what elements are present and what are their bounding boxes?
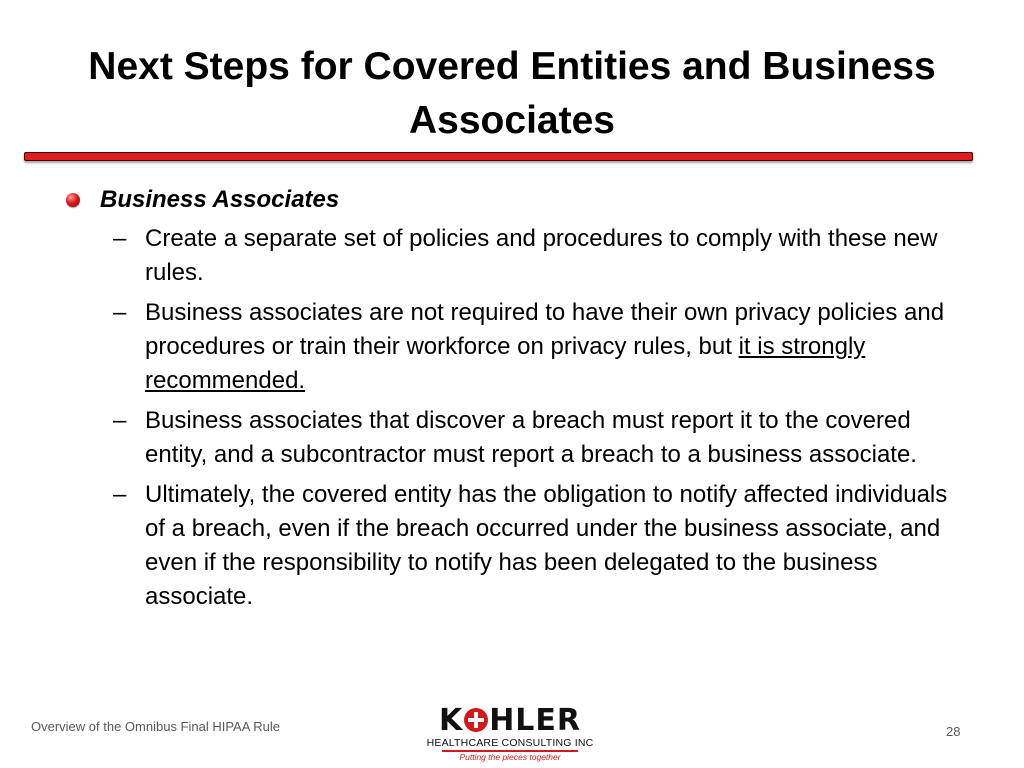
dash-icon: –: [113, 407, 127, 434]
dash-icon: –: [113, 481, 127, 508]
sub-bullet-text: Create a separate set of policies and procedures to comply with these new rules.: [145, 225, 938, 286]
dash-icon: –: [113, 299, 127, 326]
logo-letters-hler: HLER: [489, 703, 582, 738]
sub-bullet-text: Business associates that discover a breach must report it to the covered entity, and a subcontractor must report a breach to a business associate.: [145, 407, 917, 468]
sub-bullet-item: [63, 478, 965, 614]
footer-presentation-title: Overview of the Omnibus Final HIPAA Rule: [31, 719, 281, 734]
logo-letter-k: K: [438, 703, 464, 738]
dash-icon: –: [113, 225, 127, 252]
bullet-business-associates: [63, 183, 983, 216]
bullet-orb-icon: [66, 193, 80, 207]
logo-wordmark: [425, 705, 595, 737]
logo-subtitle: HEALTHCARE CONSULTING INC: [426, 737, 594, 749]
logo-cross-icon: [464, 708, 488, 732]
bullet-heading: Business Associates: [100, 186, 340, 213]
sub-bullet-item: [63, 404, 965, 472]
title-divider: [24, 152, 973, 161]
kohler-logo: [425, 705, 595, 765]
underlined-emphasis: it is strongly recommended.: [145, 333, 866, 394]
sub-bullet-text: Ultimately, the covered entity has the obligation to notify affected individuals of a breach, even if the breach occurred under the business associate, and even if the responsibility to notify has been delegated to the business associate.: [145, 481, 948, 610]
slide-title: Next Steps for Covered Entities and Business Associates: [88, 45, 936, 142]
slide-content: [63, 183, 983, 620]
logo-tagline: Putting the pieces together: [459, 752, 561, 762]
sub-bullet-list: [63, 222, 983, 614]
sub-bullet-item: [63, 222, 965, 290]
page-number: 28: [946, 724, 961, 739]
sub-bullet-item: [63, 296, 965, 398]
sub-bullet-text: Business associates are not required to have their own privacy policies and procedures or train their workforce on privacy rules, but: [145, 299, 945, 360]
